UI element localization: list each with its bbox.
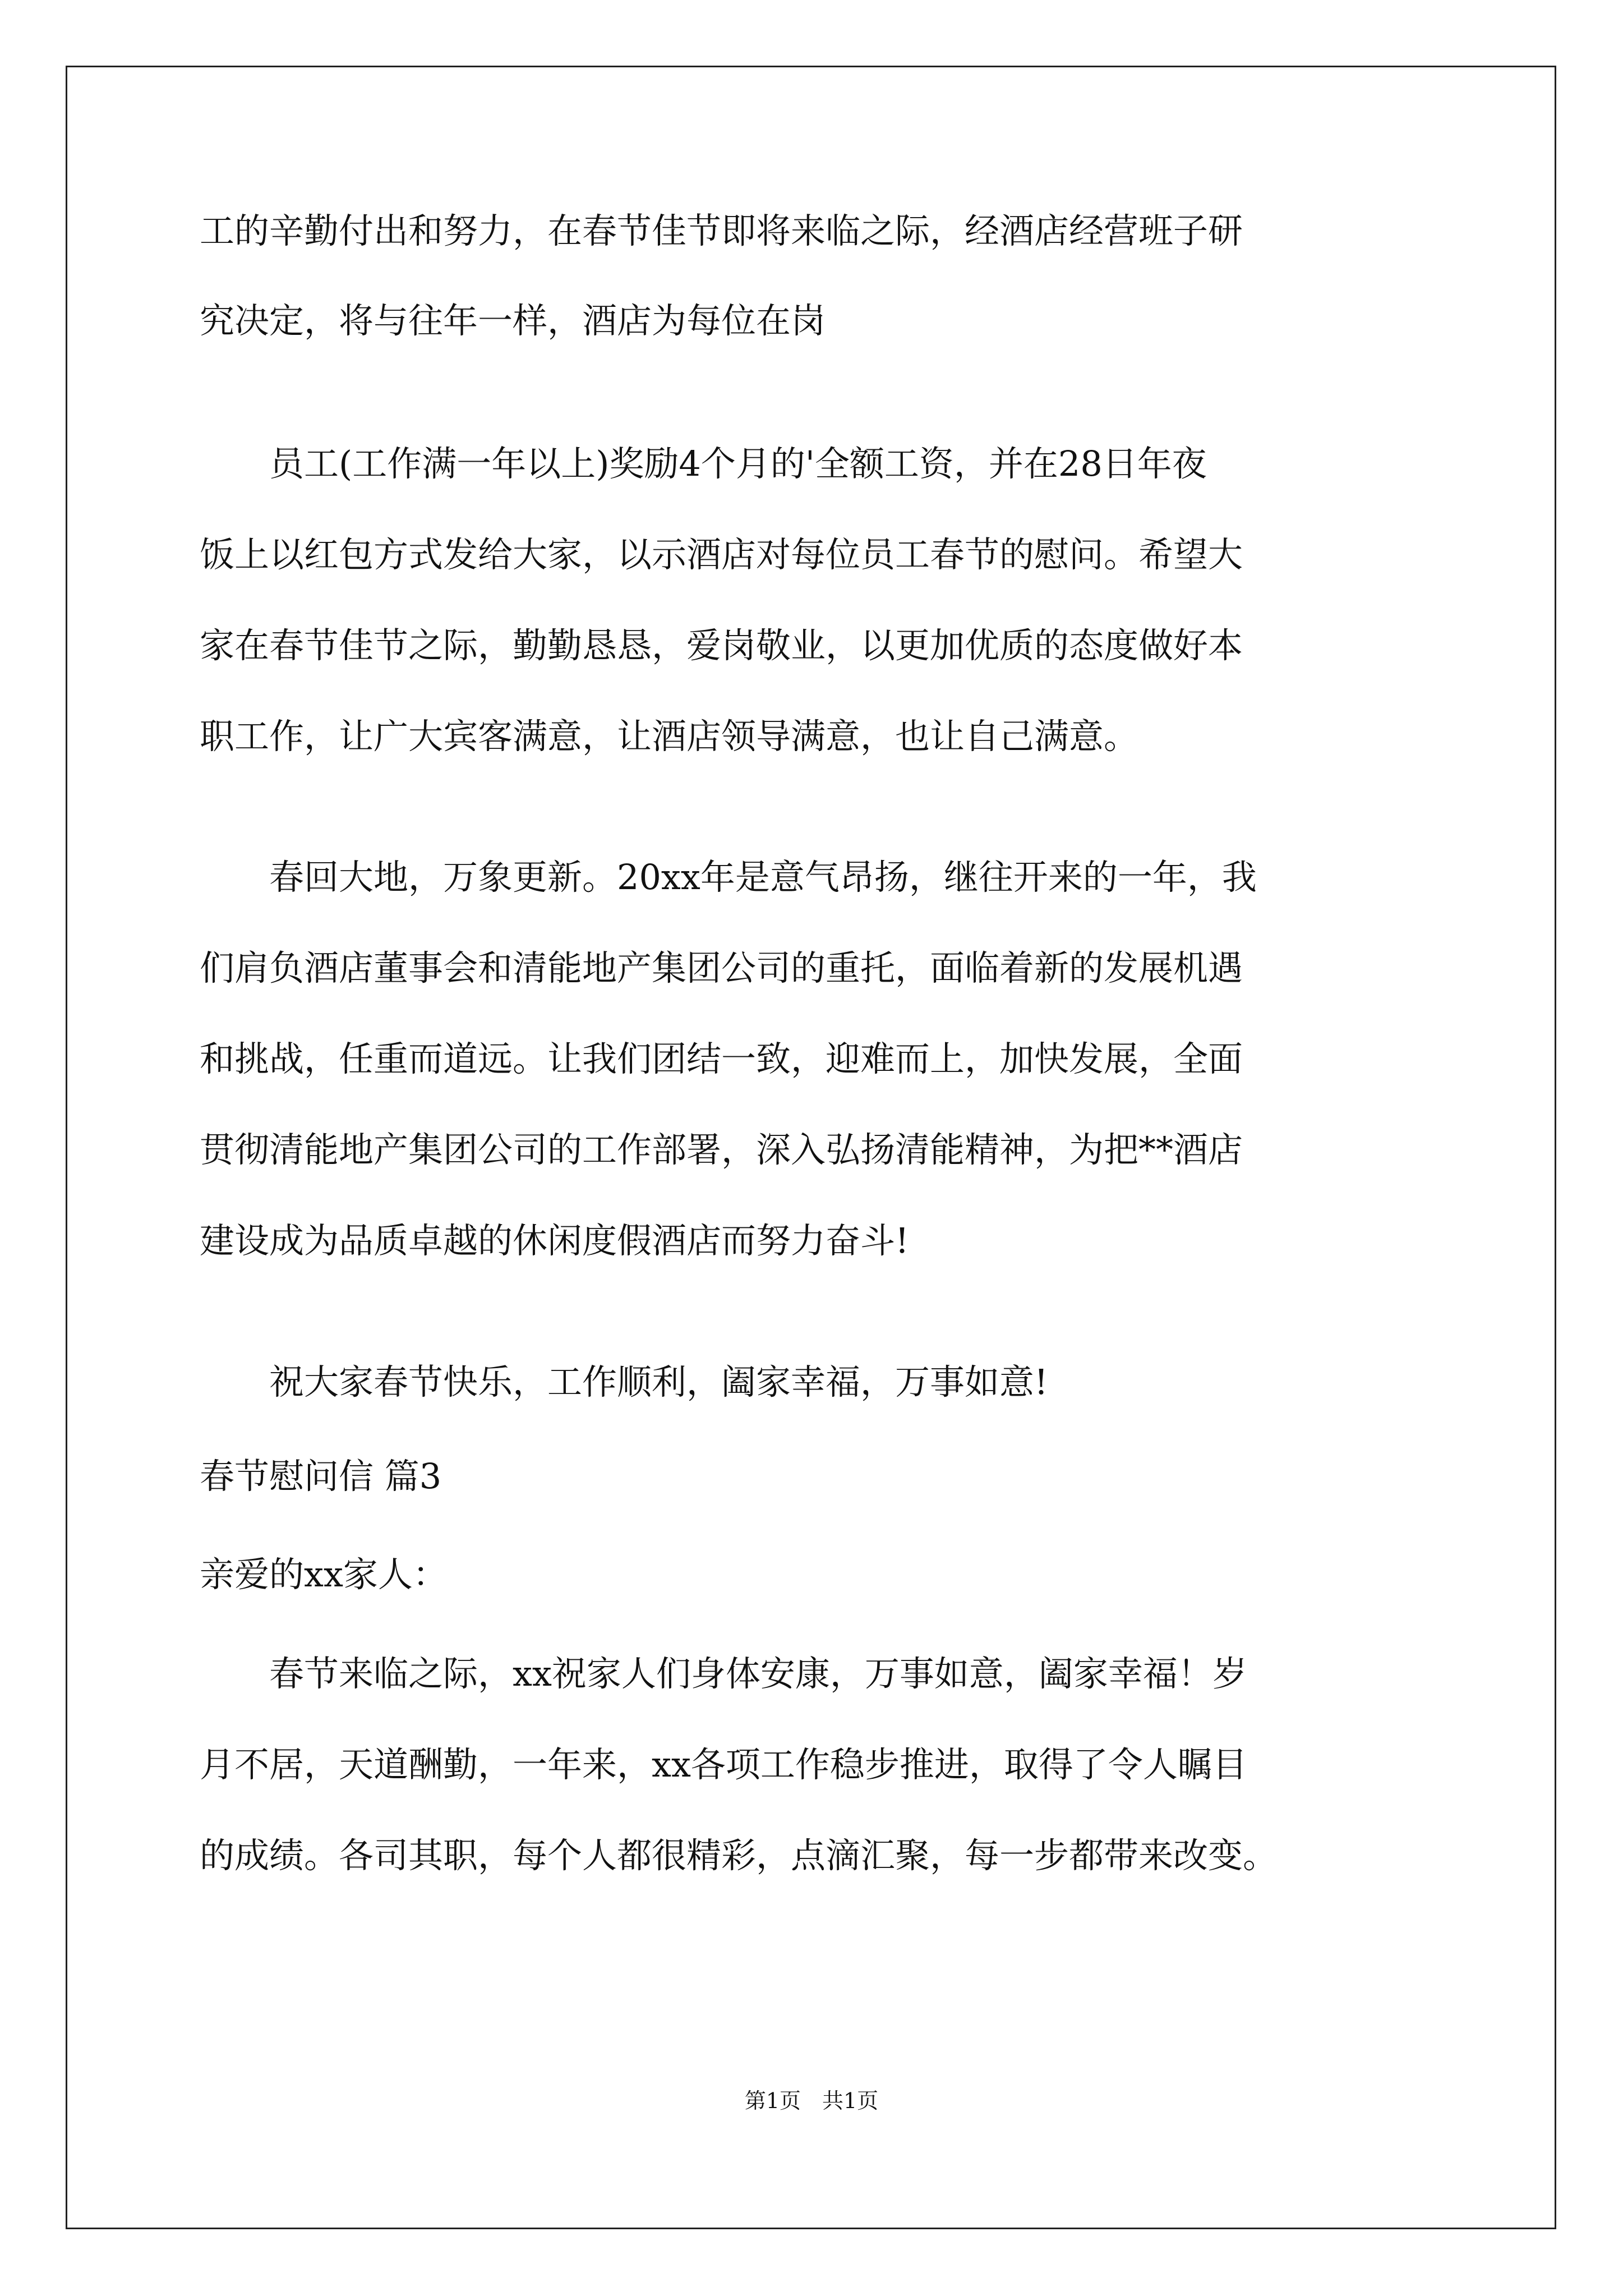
text-line: 饭上以红包方式发给大家，以示酒店对每位员工春节的慰问。希望大 (200, 534, 1243, 575)
text-line: 祝大家春节快乐，工作顺利，阖家幸福，万事如意! (200, 1361, 1048, 1402)
page-footer: 第1页 共1页 (744, 2088, 879, 2113)
text-line: 月不居，天道酬勤，一年来，xx各项工作稳步推进，取得了令人瞩目 (200, 1744, 1247, 1785)
text-line: 和挑战，任重而道远。让我们团结一致，迎难而上，加快发展，全面 (200, 1038, 1243, 1079)
text-line: 贯彻清能地产集团公司的工作部署，深入弘扬清能精神，为把**酒店 (200, 1129, 1243, 1170)
salutation: 亲爱的xx家人： (200, 1554, 448, 1595)
text-line: 的成绩。各司其职，每个人都很精彩，点滴汇聚，每一步都带来改变。 (200, 1835, 1278, 1876)
text-line: 员工(工作满一年以上)奖励4个月的'全额工资，并在28日年夜 (200, 443, 1207, 484)
text-line: 春节来临之际，xx祝家人们身体安康，万事如意，阖家幸福！岁 (200, 1653, 1247, 1694)
text-line: 家在春节佳节之际，勤勤恳恳，爱岗敬业，以更加优质的态度做好本 (200, 625, 1243, 666)
text-line: 究决定，将与往年一样，酒店为每位在岗 (200, 300, 826, 341)
text-line: 们肩负酒店董事会和清能地产集团公司的重托，面临着新的发展机遇 (200, 947, 1243, 988)
text-line: 工的辛勤付出和努力，在春节佳节即将来临之际，经酒店经营班子研 (200, 210, 1243, 251)
text-line: 春回大地，万象更新。20xx年是意气昂扬，继往开来的一年，我 (200, 857, 1257, 898)
text-line: 建设成为品质卓越的休闲度假酒店而努力奋斗! (200, 1220, 909, 1261)
section-heading: 春节慰问信 篇3 (200, 1456, 442, 1497)
text-line: 职工作，让广大宾客满意，让酒店领导满意，也让自己满意。 (200, 716, 1139, 757)
